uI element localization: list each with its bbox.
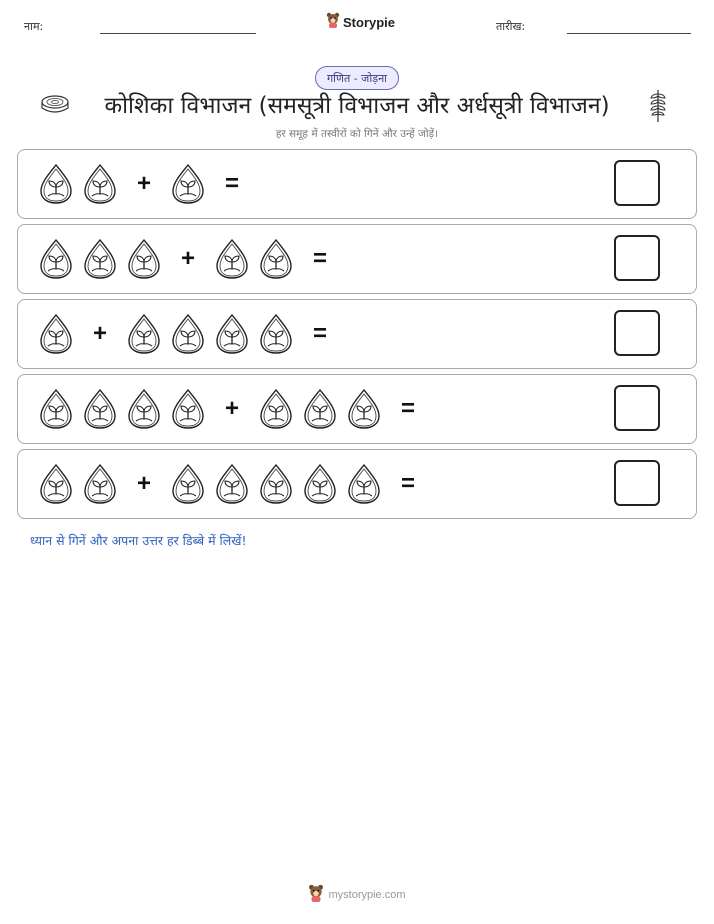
brand-name: Storypie bbox=[343, 14, 396, 30]
seed-sprout-icon bbox=[258, 313, 294, 355]
problem-expression bbox=[38, 300, 346, 368]
seed-sprout-icon bbox=[82, 238, 118, 280]
equals-sign: = bbox=[400, 470, 415, 497]
seed-sprout-icon bbox=[82, 388, 118, 430]
seed-sprout-icon bbox=[214, 238, 250, 280]
seed-sprout-icon bbox=[38, 313, 74, 355]
page-subtitle: हर समूह में तस्वीरों को गिनें और उन्हें जोड़ें। bbox=[275, 128, 439, 140]
seed-sprout-icon bbox=[170, 388, 206, 430]
seed-sprout-icon bbox=[82, 463, 118, 505]
seed-sprout-icon bbox=[38, 388, 74, 430]
page-title: कोशिका विभाजन (समसूत्री विभाजन और अर्धसूत्री विभाजन) bbox=[104, 93, 610, 119]
seed-sprout-icon bbox=[214, 463, 250, 505]
seed-sprout-icon bbox=[38, 463, 74, 505]
answer-box[interactable] bbox=[614, 385, 660, 431]
problem-row bbox=[17, 224, 697, 294]
problem-expression bbox=[38, 150, 258, 218]
footer-site-link[interactable]: mystorypie.com bbox=[328, 889, 406, 901]
name-label: नाम: bbox=[24, 20, 44, 33]
seed-sprout-icon bbox=[82, 163, 118, 205]
equals-sign: = bbox=[312, 245, 327, 272]
answer-box[interactable] bbox=[614, 160, 660, 206]
problem-row bbox=[17, 299, 697, 369]
seed-sprout-icon bbox=[302, 388, 338, 430]
seed-sprout-icon bbox=[170, 463, 206, 505]
problem-row bbox=[17, 374, 697, 444]
problem-row bbox=[17, 449, 697, 519]
equals-sign: = bbox=[400, 395, 415, 422]
seed-sprout-icon bbox=[302, 463, 338, 505]
instruction-text: ध्यान से गिनें और अपना उत्तर हर डिब्बे में लिखें! bbox=[30, 533, 247, 548]
seed-sprout-icon bbox=[126, 388, 162, 430]
problem-expression bbox=[38, 375, 434, 443]
seed-sprout-icon bbox=[38, 238, 74, 280]
footer bbox=[0, 884, 714, 906]
seed-sprout-icon bbox=[170, 313, 206, 355]
seed-sprout-icon bbox=[126, 238, 162, 280]
answer-box[interactable] bbox=[614, 310, 660, 356]
plus-sign: + bbox=[136, 170, 151, 197]
seed-sprout-icon bbox=[346, 388, 382, 430]
problem-row bbox=[17, 149, 697, 219]
seed-sprout-icon bbox=[126, 313, 162, 355]
name-input-line[interactable] bbox=[100, 33, 256, 34]
date-input-line[interactable] bbox=[567, 33, 691, 34]
equals-sign: = bbox=[224, 170, 239, 197]
equals-sign: = bbox=[312, 320, 327, 347]
seed-sprout-icon bbox=[346, 463, 382, 505]
bear-mascot-icon bbox=[308, 884, 324, 906]
problem-expression bbox=[38, 450, 434, 518]
bear-mascot-icon bbox=[326, 12, 340, 32]
plus-sign: + bbox=[180, 245, 195, 272]
seed-sprout-icon bbox=[258, 388, 294, 430]
fern-leaf-icon bbox=[648, 88, 668, 128]
seed-sprout-icon bbox=[170, 163, 206, 205]
brand-logo[interactable] bbox=[326, 12, 395, 32]
problem-expression bbox=[38, 225, 346, 293]
plus-sign: + bbox=[224, 395, 239, 422]
date-label: तारीख: bbox=[496, 20, 526, 33]
answer-box[interactable] bbox=[614, 460, 660, 506]
plus-sign: + bbox=[136, 470, 151, 497]
answer-box[interactable] bbox=[614, 235, 660, 281]
seed-sprout-icon bbox=[38, 163, 74, 205]
seed-sprout-icon bbox=[214, 313, 250, 355]
plus-sign: + bbox=[92, 320, 107, 347]
seed-sprout-icon bbox=[258, 238, 294, 280]
seed-sprout-icon bbox=[258, 463, 294, 505]
subject-badge: गणित - जोड़ना bbox=[315, 66, 399, 90]
